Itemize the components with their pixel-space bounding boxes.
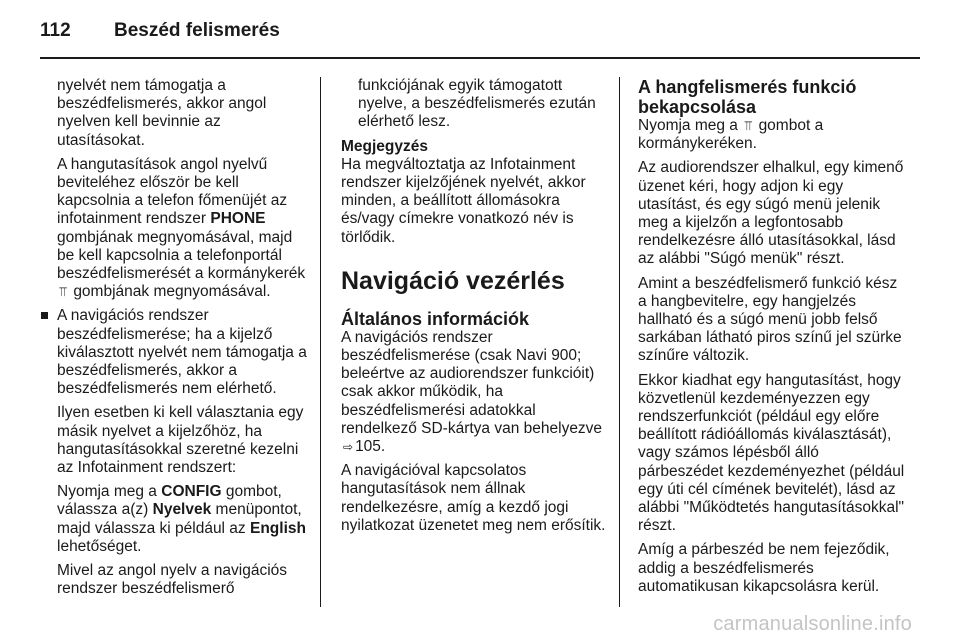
menu-item-nyelvek: Nyelvek [152,501,212,519]
page-header [40,20,920,60]
page-title: Beszéd felismerés [114,20,280,41]
paragraph: Amíg a párbeszéd be nem fejeződik, addig a beszédfelismerés automatikusan kikapcsolásra kerül. [638,541,890,595]
paragraph [40,156,308,302]
paragraph: funkciójának egyik támogatott nyelve, a beszédfelismerés ezután elérhető lesz. [358,77,596,131]
voice-control-icon: ⫪ [59,284,67,300]
page-number: 112 [40,20,71,41]
note-text: Ha megváltoztatja az Infotainment rendszer kijelzőjének nyelvét, akkor minden, a beállított állomásokra és/vagy címekre vonatkozó név is törlődik. [341,155,586,246]
text: Nyomja meg a [57,483,157,501]
option-english: English [250,519,306,537]
column-3 [638,77,906,602]
paragraph [638,117,906,153]
paragraph: Amint a beszédfelismerő funkció kész a hangbevitelre, egy hangjelzés hallható és a súgó menü jobb felső sarkában látható piros színű jel szürke színűre változik. [638,274,902,365]
bullet-icon [41,312,48,319]
text: Nyomja meg a [638,117,738,134]
text: menüpontot, majd válassza ki például az [57,501,302,537]
paragraph: Az audiorendszer elhalkul, egy kimenő üzenet kéri, hogy adjon ki egy utasítást, és egy súgó menü jelenik meg a kijelzőn a legfontosabb rendelkezésre álló utasításokkal, lásd az alábbi "Súgó menük" részt. [638,159,904,268]
paragraph: Ilyen esetben ki kell választania egy másik nyelvet a kijelzőhöz, ha hangutasításokkal szeretné kezelni az Infotainment rendszert: [57,404,304,477]
paragraph: nyelvét nem támogatja a beszédfelismerés, akkor angol nyelven kell bevinnie az utasításokat. [57,77,267,149]
column-divider-1 [320,77,321,607]
paragraph [341,329,606,456]
page-reference-arrow-icon: ⇨ [343,440,354,455]
paragraph: A navigációval kapcsolatos hangutasítások nem állnak rendelkezésre, amíg a kezdő jogi nyilatkozat üzenetet meg nem erősítik. [341,462,606,534]
column-2 [341,77,606,541]
note-heading: Megjegyzés [341,137,429,155]
config-button-label: CONFIG [161,483,222,501]
text: A navigációs rendszer beszédfelismerése; ha a kijelző kiválasztott nyelvét nem támogatja a beszédfelismerés, akkor a beszédfelismerés nem elérhető. [57,307,307,398]
section-title: Navigáció vezérlés [341,266,565,295]
column-divider-2 [619,77,620,607]
page-reference: 105. [355,438,386,456]
text: gombjának megnyomásával, majd be kell kapcsolnia a telefonportál beszédfelismerését a kormánykerék [57,228,306,283]
text: A hangutasítások angol nyelvű beviteléhez először be kell kapcsolnia a telefon főmenüjét az infotainment rendszer [57,155,288,228]
header-rule [40,57,920,59]
section-heading: A hangfelismerés funkció bekapcsolása [638,77,857,117]
bullet-item [40,307,308,398]
paragraph [40,483,308,556]
column-1 [40,77,308,604]
text: gombot, válassza a(z) [57,483,282,519]
phone-button-label: PHONE [210,210,266,228]
watermark: carmanualsonline.info [713,613,912,635]
text: A navigációs rendszer beszédfelismerése (csak Navi 900; beleértve az audiorendszer funkcióit) csak akkor működik, ha beszédfelismerési adatokkal rendelkező SD-kártya van behelyezve [341,328,603,437]
text: gombot a kormánykeréken. [638,117,824,153]
text: gombjának megnyomásával. [73,283,271,301]
subsection-title: Általános információk [341,308,530,329]
text: lehetőséget. [57,537,142,555]
paragraph: Ekkor kiadhat egy hangutasítást, hogy közvetlenül kezdeményezzen egy rendszerfunkciót (például egy előre beállított rádióállomás kiválasztását), vagy számos lépésből álló párbeszédet kezdeményezhet (például egy úti cél címének bevitelét), lásd az alábbi "Működtetés hangutasításokkal" részt. [638,371,905,535]
paragraph: Mivel az angol nyelv a navigációs rendszer beszédfelismerő [57,562,288,598]
voice-control-icon: ⫪ [744,118,752,133]
